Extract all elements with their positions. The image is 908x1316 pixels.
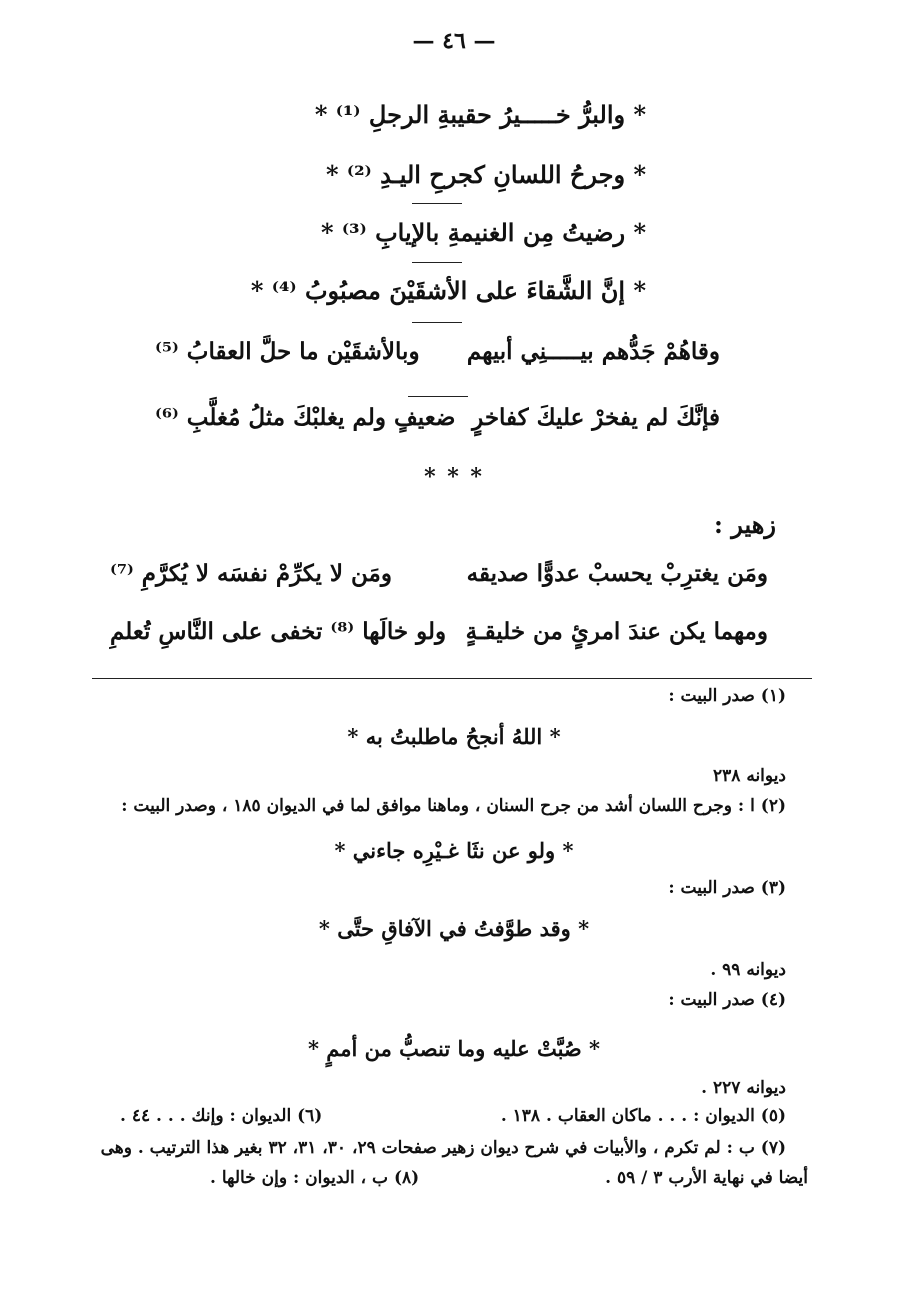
footnote-7-line-2: أيضا في نهاية الأرب ٣ / ٥٩ . bbox=[605, 1168, 808, 1188]
verse-rule bbox=[412, 203, 462, 204]
verse-line: * وجرحُ اللسانِ كجرحِ اليـدِ ⁽²⁾ * bbox=[326, 160, 646, 189]
footnote-5-text: (٥) الديوان : . . . ماكان العقاب . ١٣٨ . bbox=[500, 1106, 786, 1126]
verse-line: * رضيتُ مِن الغنيمةِ بالإيابِ ⁽³⁾ * bbox=[320, 218, 646, 247]
verse-rule bbox=[412, 322, 462, 323]
footnote-3-source: ديوانه ٩٩ . bbox=[710, 960, 786, 980]
footnote-2-text: (٢) ا : وجرح اللسان أشد من جرح السنان ، وماهنا موافق لما في الديوان ١٨٥ ، وصدر البيت : bbox=[121, 796, 786, 816]
footnote-2-quote: * ولو عن نثَا غـيْرِه جاءني * bbox=[334, 838, 574, 863]
section-separator: * * * bbox=[424, 464, 484, 490]
footnote-3-quote: * وقد طوَّفتُ في الآفاقِ حتَّى * bbox=[318, 916, 590, 941]
footnote-1-source: ديوانه ٢٣٨ bbox=[713, 766, 786, 786]
page-number: — ٤٦ — bbox=[412, 28, 496, 54]
verse-line: * والبرُّ خـــــيرُ حقيبةِ الرجلِ ⁽¹⁾ * bbox=[314, 100, 646, 129]
verse-rule bbox=[408, 396, 468, 397]
footnote-7-line-1: (٧) ب : لم تكرم ، والأبيات في شرح ديوان زهير صفحات ٢٩، ٣٠، ٣١، ٣٢ بغير هذا الترتيب . وهى bbox=[100, 1138, 786, 1158]
footnote-3-label: (٣) صدر البيت : bbox=[668, 878, 786, 898]
couplet-second-hemistich: وبالأشقَيْن ما حلَّ العقابُ ⁽⁵⁾ bbox=[155, 338, 420, 365]
verse-line: * إنَّ الشَّقاءَ على الأشقَيْنَ مصبُوبُ ⁽⁴⁾ * bbox=[250, 276, 646, 305]
couplet-second-hemistich: ضعيفٍ ولم يغلبْكَ مثلُ مُغلَّبِ ⁽⁶⁾ bbox=[155, 404, 456, 431]
footnote-divider bbox=[92, 678, 812, 679]
footnote-4-quote: * صُبَّتْ عليه وما تنصبُّ من أممٍ * bbox=[307, 1036, 601, 1061]
footnote-1-label: (١) صدر البيت : bbox=[668, 686, 786, 706]
footnote-4-label: (٤) صدر البيت : bbox=[668, 990, 786, 1010]
footnote-6-text: (٦) الديوان : وإنك . . . ٤٤ . bbox=[120, 1106, 323, 1126]
footnote-8-text: (٨) ب ، الديوان : وإن خالها . bbox=[210, 1168, 420, 1188]
couplet-first-hemistich: فإنَّكَ لم يفخرْ عليكَ كفاخرٍ bbox=[472, 404, 720, 431]
zuhayr-first-hemistich: ومَن يغترِبْ يحسبْ عدوًّا صديقه bbox=[466, 560, 768, 587]
footnote-4-source: ديوانه ٢٢٧ . bbox=[701, 1078, 786, 1098]
verse-rule bbox=[412, 262, 462, 263]
zuhayr-second-hemistich: ولو خالَها ⁽⁸⁾ تخفى على النَّاسِ تُعلمِ bbox=[110, 618, 447, 645]
zuhayr-first-hemistich: ومهما يكن عندَ امرئٍ من خليقـةٍ bbox=[465, 618, 768, 645]
poet-heading: زهير : bbox=[714, 510, 776, 539]
zuhayr-second-hemistich: ومَن لا يكرِّمْ نفسَه لا يُكرَّمِ ⁽⁷⁾ bbox=[110, 560, 392, 587]
footnote-1-quote: * اللهُ أنجحُ ماطلبتُ به * bbox=[347, 724, 561, 749]
couplet-first-hemistich: وقاهُمْ جَدُّهم بيـــــنِي أبيهم bbox=[466, 338, 720, 365]
